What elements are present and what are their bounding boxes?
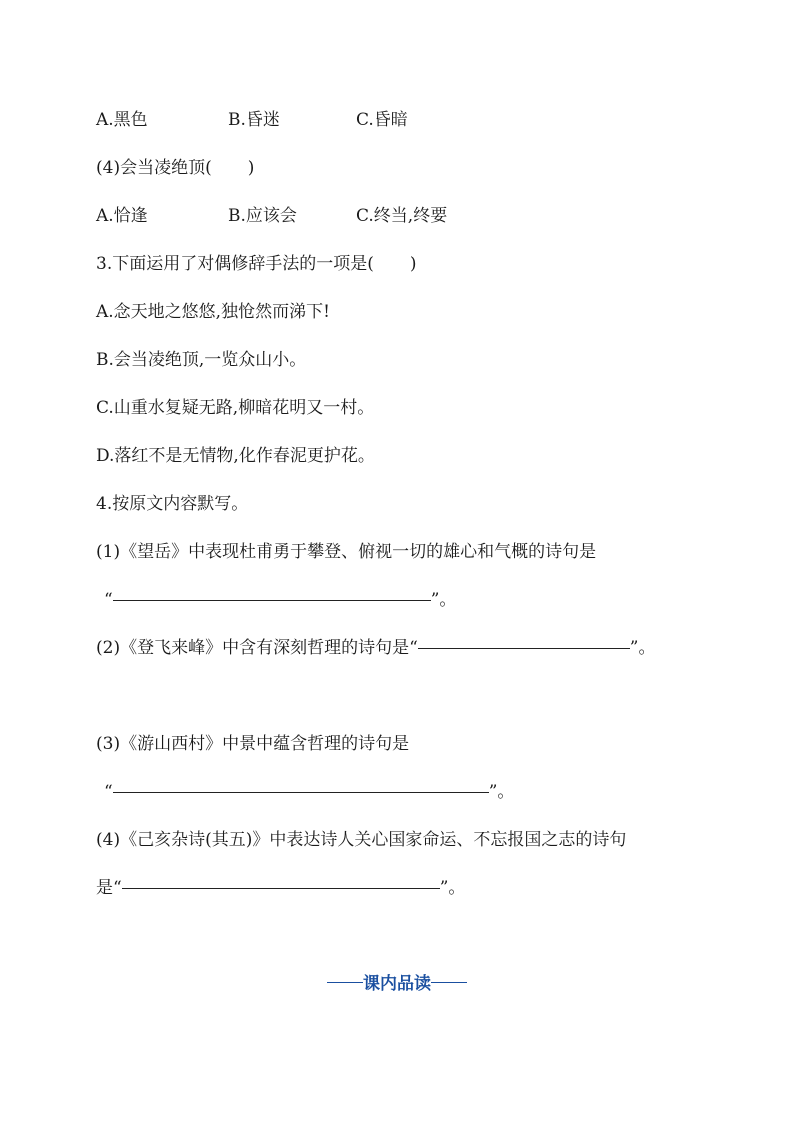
option-a: A.恰逢 [96, 206, 148, 226]
q4-stem: 4.按原文内容默写。 [96, 494, 249, 514]
q3-option-b: B.会当凌绝顶,一览众山小。 [96, 350, 307, 370]
q2-4-options [96, 204, 447, 228]
answer-blank[interactable] [113, 791, 489, 793]
quote-open: “ [104, 782, 113, 802]
quote-open: 是“ [96, 878, 122, 898]
q3-option-d: D.落红不是无情物,化作春泥更护花。 [96, 446, 375, 466]
q3-option-c: C.山重水复疑无路,柳暗花明又一村。 [96, 398, 375, 418]
q3-option-a: A.念天地之悠悠,独怆然而涕下! [96, 302, 330, 322]
quote-close: ”。 [488, 782, 515, 802]
paren-close: ) [247, 158, 255, 178]
question-stem: (4)会当凌绝顶( [96, 158, 212, 178]
option-c: C.昏暗 [356, 110, 408, 130]
section-title: 课内品读 [363, 974, 431, 994]
q4-item-2 [96, 636, 655, 660]
q4-item-1-text: (1)《望岳》中表现杜甫勇于攀登、俯视一切的雄心和气概的诗句是 [96, 542, 597, 562]
option-b: B.应该会 [228, 206, 297, 226]
q2-4-stem [96, 156, 254, 180]
answer-blank[interactable] [418, 647, 630, 649]
quote-close: ”。 [439, 878, 466, 898]
heading-rule-left [327, 982, 363, 983]
q3-stem [96, 252, 417, 276]
answer-blank[interactable] [122, 887, 440, 889]
quote-open: “ [104, 590, 113, 610]
heading-rule-right [431, 982, 467, 983]
answer-blank[interactable] [113, 599, 431, 601]
question-stem: 3.下面运用了对偶修辞手法的一项是( [96, 254, 374, 274]
q4-item-4-answer [96, 876, 465, 900]
q4-item-3-answer [104, 780, 514, 804]
q2-3-options [96, 108, 408, 132]
option-a: A.黑色 [96, 110, 148, 130]
section-heading [0, 972, 794, 996]
option-c: C.终当,终要 [356, 206, 448, 226]
q4-item-4-text: (4)《己亥杂诗(其五)》中表达诗人关心国家命运、不忘报国之志的诗句 [96, 830, 627, 850]
q4-item-1-answer [104, 588, 456, 612]
option-b: B.昏迷 [228, 110, 280, 130]
paren-close: ) [409, 254, 417, 274]
item-text: (2)《登飞来峰》中含有深刻哲理的诗句是“ [96, 638, 418, 658]
q4-item-3-text: (3)《游山西村》中景中蕴含哲理的诗句是 [96, 734, 410, 754]
quote-close: ”。 [629, 638, 656, 658]
quote-close: ”。 [430, 590, 457, 610]
